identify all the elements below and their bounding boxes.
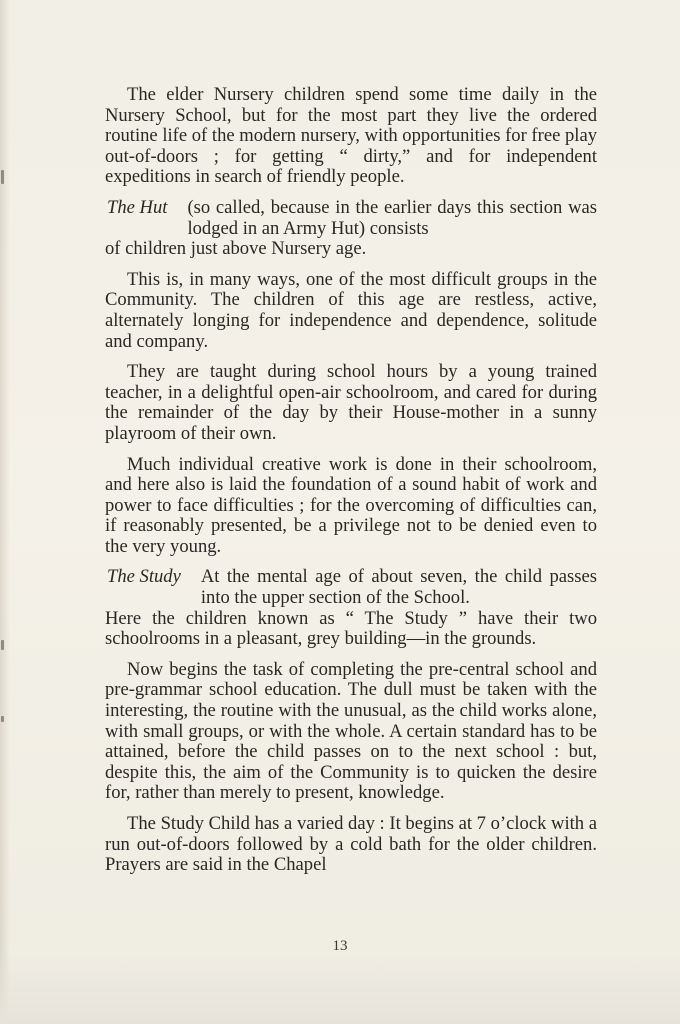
paragraph-difficult-groups: This is, in many ways, one of the most difficult groups in the Community. The children of this age are restless, active, alternately longing for independence and dependence, solitude and company. — [105, 268, 597, 352]
paragraph-taught: They are taught during school hours by a young trained teacher, in a delightful open-air schoolroom, and cared for during the remainder of the day by their House-mother in a sunny playroom of their own. — [105, 361, 597, 444]
section-title-the-study: The Study — [107, 566, 181, 588]
section-the-hut — [105, 198, 597, 260]
page-number: 13 — [332, 938, 348, 954]
binding-mark — [1, 170, 4, 184]
paragraph-education: Now begins the task of completing the pre-central school and pre-grammar school education. The dull must be taken with the interesting, the routine with the unusual, as the child works alone, with small groups, or with the whole. A certain standard has to be attained, before the child passes on to the next school : but, despite this, the aim of the Community is to quicken the desire for, rather than merely to present, knowledge. — [105, 658, 597, 804]
binding-mark — [1, 716, 4, 722]
section-the-study — [105, 567, 597, 649]
paragraph-creative-work: Much individual creative work is done in their schoolroom, and here also is laid the foundation of a sound habit of work and power to face difficulties ; for the overcoming of difficulties can, if reasonably presented, be a privilege not to be denied even to the very young. — [105, 453, 597, 557]
section-intro-the-hut: (so called, because in the earlier days this section was lodged in an Army Hut) consists — [187, 196, 597, 239]
paragraph-nursery: The elder Nursery children spend some time daily in the Nursery School, but for the most part they live the ordered routine life of the modern nursery, with opportunities for free play out-of-doors ; for getting “ dirty,” and for independent expeditions in search of friendly people. — [105, 84, 597, 188]
paragraph-study-day: The Study Child has a varied day : It begins at 7 o’clock with a run out-of-doors followed by a cold bath for the older children. Prayers are said in the Chapel — [105, 813, 597, 876]
section-continuation-the-study: Here the children known as “ The Study ” have their two schoolrooms in a pleasant, grey building—in the grounds. — [105, 607, 597, 650]
section-title-the-hut: The Hut — [107, 196, 168, 218]
section-continuation-the-hut: of children just above Nursery age. — [105, 238, 367, 260]
body-text — [105, 85, 597, 886]
binding-mark — [1, 640, 4, 650]
section-intro-the-study: At the mental age of about seven, the child passes into the upper section of the School. — [200, 566, 597, 609]
